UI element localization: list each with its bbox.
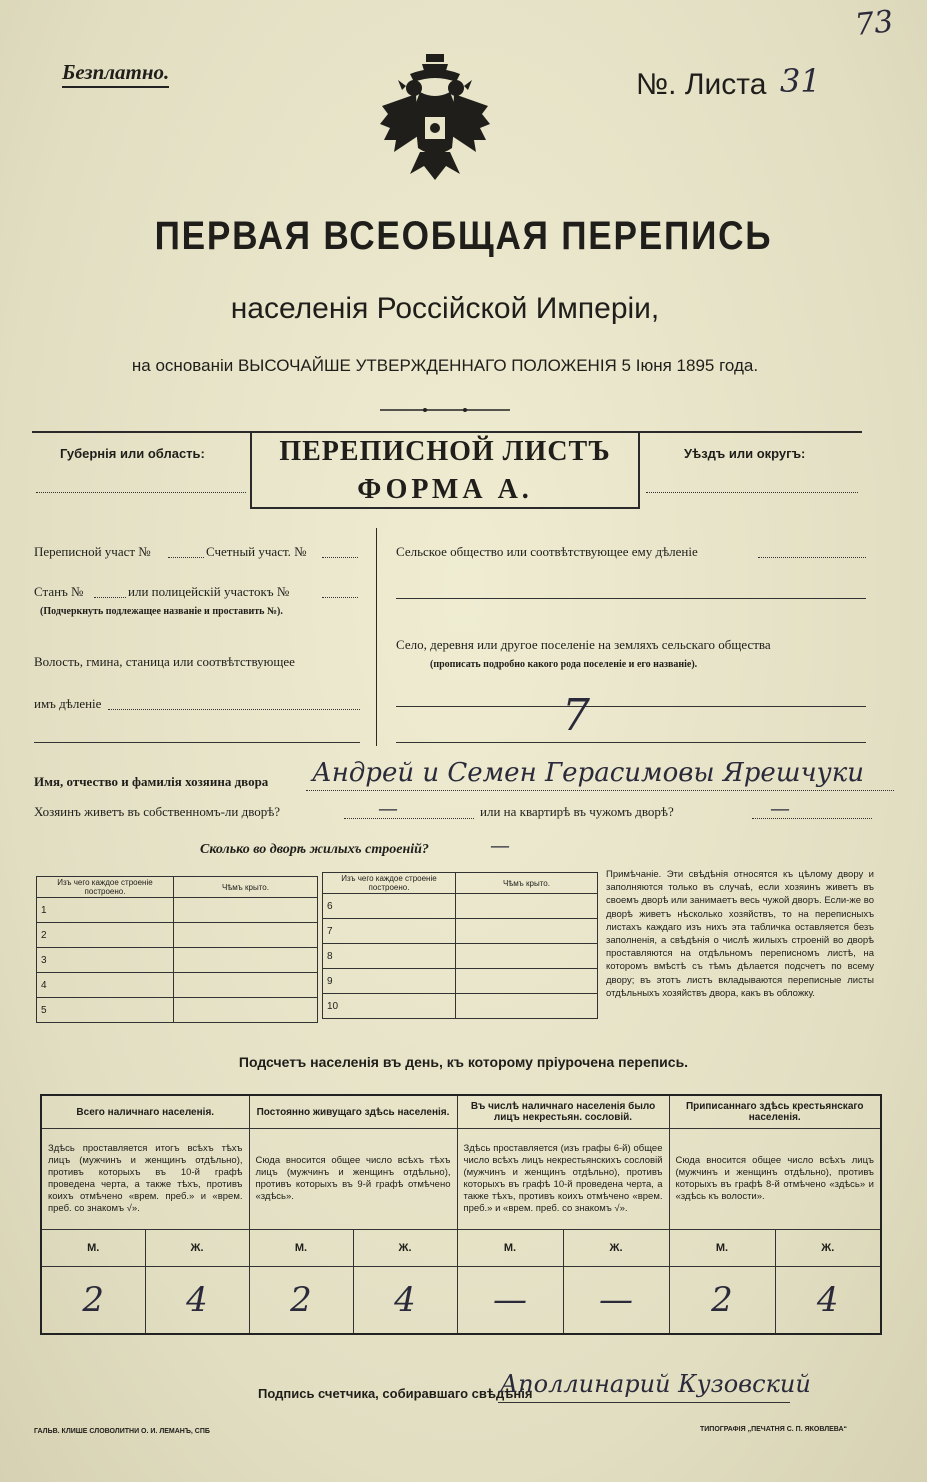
permanent-male: 2 [249,1267,353,1335]
census-section-label: Переписной участ № [34,544,151,559]
rented-label: или на квартирѣ въ чужомъ дворѣ? [480,804,674,819]
page-number: 73 [853,4,895,43]
village-line [396,706,866,707]
count-title: Подсчетъ населенія въ день, къ которому пріурочена перепись. [238,1054,689,1070]
rented-value: — [770,796,790,820]
table-row: 6 [323,894,456,919]
table-row: 1 [37,898,174,923]
footer-printer-left: ГАЛЬВ. КЛИШЕ СЛОВОЛИТНИ О. И. ЛЕМАНЪ, СПБ [34,1428,210,1435]
legal-basis: на основаніи ВЫСОЧАЙШЕ УТВЕРЖДЕННАГО ПОЛОЖЕНІЯ 5 Іюня 1895 года. [131,356,759,375]
district-label: Уѣздъ или округъ: [684,446,806,461]
buildings-label: Сколько во дворѣ жилыхъ строеній? [200,842,429,857]
owner-name-value: Андрей и Семен Герасимовы Ярешчуки [312,758,864,788]
table-row: 4 [37,973,174,998]
buildings-value: — [490,833,510,857]
table-row: 9 [323,969,456,994]
buildings-col-roof: Чѣмъ крыто. [174,877,318,898]
own-yard-value: — [378,796,398,820]
female-label: Ж. [775,1230,881,1267]
police-section-line [322,597,358,598]
form-subtitle: ФОРМА А. [357,474,533,505]
police-section-label: или полицейскій участокъ № [128,584,290,599]
table-row: 5 [37,998,174,1023]
permanent-female: 4 [353,1267,457,1335]
buildings-col-material-2: Изъ чего каждое строеніе построено. [323,873,456,894]
owner-label: Имя, отчество и фамилія хозяина двора [34,774,269,789]
volost-line-2 [34,742,360,743]
table-row: 7 [323,919,456,944]
owner-line [306,790,894,791]
province-label: Губернія или область: [60,446,205,461]
village-label: Село, деревня или другое поселеніе на земляхъ сельскаго общества [396,637,771,652]
table-row: 3 [37,948,174,973]
counting-section-line [322,557,358,558]
counting-section-label: Счетный участ. № [206,544,307,559]
total-present-female: 4 [145,1267,249,1335]
total-present-male: 2 [41,1267,145,1335]
registered-peasant-header: Приписаннаго здѣсь крестьянскаго населенія. [669,1095,881,1129]
census-section-line [168,557,204,558]
table-row: 8 [323,944,456,969]
female-label: Ж. [563,1230,669,1267]
village-line-2 [396,742,866,743]
buildings-table-left [36,876,318,1023]
registered-peasant-desc: Сюда вносится общее число всѣхъ лицъ (мужчинъ и женщинъ отдѣльно), противъ которыхъ въ графѣ 8-й отмѣчено «здѣсь» и «здѣсь къ волости». [669,1129,881,1230]
district-field-line [646,492,858,493]
volost-label: Волость, гмина, станица или соотвѣтствующее [34,654,295,669]
free-label: Безплатно. [62,60,169,88]
own-yard-line [344,818,474,819]
rural-society-line-2 [396,598,866,599]
box-bottom-line [250,507,640,509]
province-field-line [36,492,246,493]
box-left-divider [250,431,252,509]
population-count-table [40,1094,882,1335]
footer-printer-right: ТИПОГРАФІЯ „ПЕЧАТНЯ С. П. ЯКОВЛЕВА“ [700,1426,848,1433]
volost-line [108,709,360,710]
total-present-header: Всего наличнаго населенія. [41,1095,249,1129]
own-yard-label: Хозяинъ живетъ въ собственномъ-ли дворѣ? [34,804,281,819]
male-label: М. [457,1230,563,1267]
male-label: М. [41,1230,145,1267]
enumerator-signature: Аполлинарий Кузовский [500,1370,811,1398]
non-peasant-desc: Здѣсь проставляется (изъ графы 6-й) общее число всѣхъ лицъ некрестьянскихъ сословій (мужчинъ и женщинъ отдѣльно), противъ которыхъ въ графѣ 10-й проведена черта, а также тѣхъ, противъ коихъ отмѣчено «врем. преб.» и «врем. преб. со знакомъ √». [457,1129,669,1230]
box-right-divider [638,431,640,509]
buildings-table-right [322,872,598,1019]
buildings-col-material: Изъ чего каждое строеніе построено. [37,877,174,898]
double-headed-eagle-icon [380,52,490,184]
rural-society-line [758,557,866,558]
fields-column-divider [376,528,377,746]
document-title: ПЕРВАЯ ВСЕОБЩАЯ ПЕРЕПИСЬ [154,214,773,258]
box-top-line [32,431,862,433]
volost-cont-label: имъ дѣленіе [34,696,102,711]
document-subtitle: населенія Россійской Имперіи, [230,292,660,325]
village-value: 7 [562,690,590,741]
signature-label: Подпись счетчика, собиравшаго свѣдѣнія [258,1386,533,1401]
underline-note: (Подчеркнуть подлежащее названіе и проставить №). [40,606,283,617]
table-row: 10 [323,994,456,1019]
non-peasant-header: Въ числѣ наличнаго населенія было лицъ некрестьян. сословій. [457,1095,669,1129]
non-peasant-male: — [457,1267,563,1335]
stan-line [94,597,126,598]
table-row: 2 [37,923,174,948]
village-note: (прописать подробно какого рода поселеніе и его названіе). [430,659,698,670]
buildings-note: Примѣчаніе. Эти свѣдѣнія относятся къ цѣлому двору и заполняются только въ случаѣ, если хозяинъ живетъ въ своемъ дворѣ или занимаетъ весь чужой дворъ. Если-же во дворѣ живетъ нѣсколько хозяйствъ, то на переписныхъ листахъ каждаго изъ нихъ эта табличка оставляется безъ заполненія, а свѣдѣнія о числѣ жилыхъ строеній во дворѣ проставляются на отдѣльномъ переписномъ листѣ, на которомъ вмѣстѣ съ тѣмъ дѣлается подсчетъ по всему двору; въ этотъ листъ вкладываются переписные листы отдѣльныхъ хозяйствъ двора, какъ въ обложку. [606,869,874,999]
permanent-header: Постоянно живущаго здѣсь населенія. [249,1095,457,1129]
male-label: М. [249,1230,353,1267]
permanent-desc: Сюда вносится общее число всѣхъ тѣхъ лицъ (мужчинъ и женщинъ отдѣльно), противъ которыхъ въ 9-й графѣ отмѣчено «здѣсь». [249,1129,457,1230]
sheet-number-label: №. Листа [636,68,767,101]
signature-line [498,1402,790,1403]
buildings-col-roof-2: Чѣмъ крыто. [456,873,598,894]
form-title: ПЕРЕПИСНОЙ ЛИСТЪ [279,436,611,467]
rural-society-label: Сельское общество или соотвѣтствующее ему дѣленіе [396,544,698,559]
registered-peasant-female: 4 [775,1267,881,1335]
total-present-desc: Здѣсь проставляется итогъ всѣхъ тѣхъ лицъ (мужчинъ и женщинъ отдѣльно), противъ которыхъ въ 10-й графѣ проведена черта, а также тѣхъ, противъ коихъ отмѣчено «врем. преб.» и «врем. преб. со знакомъ √». [41,1129,249,1230]
rented-line [752,818,872,819]
stan-label: Станъ № [34,584,84,599]
sheet-number-value: 31 [780,62,821,100]
female-label: Ж. [145,1230,249,1267]
ornament-divider-icon [380,404,510,416]
registered-peasant-male: 2 [669,1267,775,1335]
female-label: Ж. [353,1230,457,1267]
male-label: М. [669,1230,775,1267]
non-peasant-female: — [563,1267,669,1335]
